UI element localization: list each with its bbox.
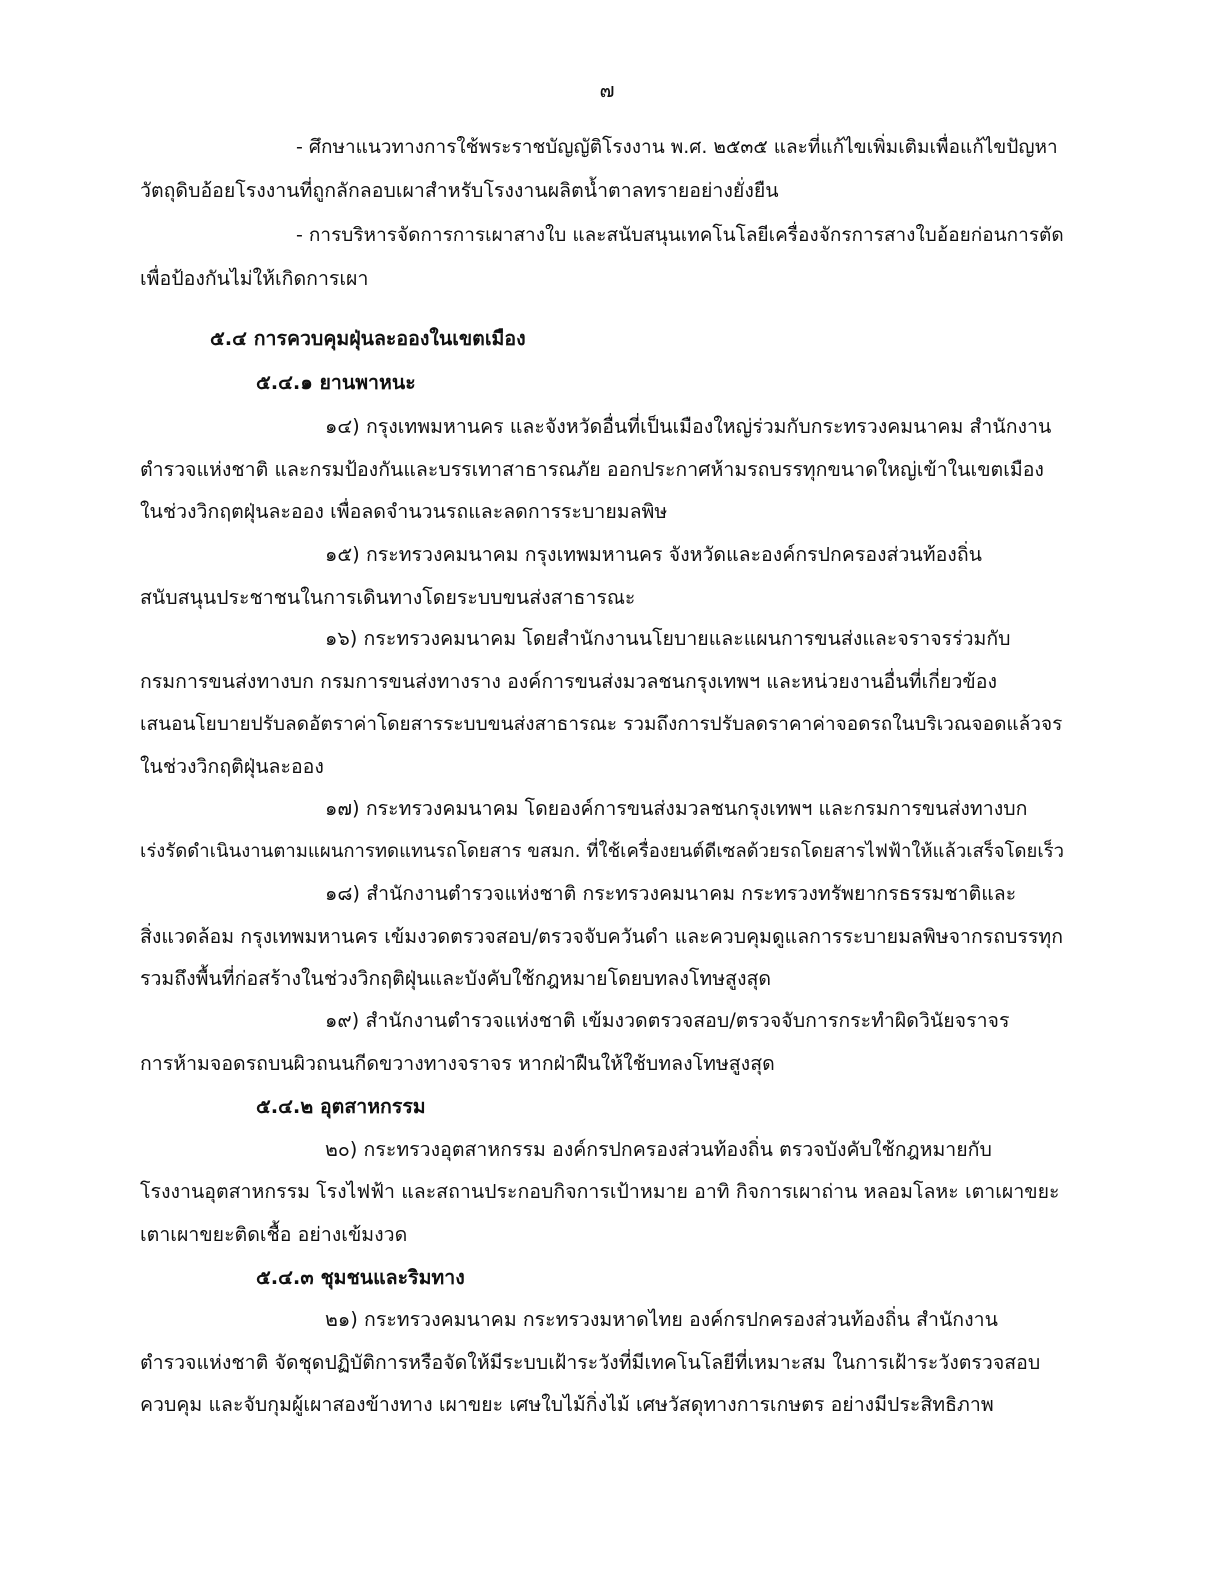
item-15-line-1: ๑๕) กระทรวงคมนาคม กรุงเทพมหานคร จังหวัดและองค์กรปกครองส่วนท้องถิ่น bbox=[325, 543, 982, 566]
page-number: ๗ bbox=[599, 78, 615, 102]
item-20-line-1: ๒๐) กระทรวงอุตสาหกรรม องค์กรปกครองส่วนท้องถิ่น ตรวจบังคับใช้กฎหมายกับ bbox=[325, 1138, 992, 1161]
item-21-line-2: ตำรวจแห่งชาติ จัดชุดปฏิบัติการหรือจัดให้มีระบบเฝ้าระวังที่มีเทคโนโลยีที่เหมาะสม ในการเฝ้าระวังตรวจสอบ bbox=[140, 1351, 1041, 1374]
subsection-heading-5-4-2: ๕.๔.๒ อุตสาหกรรม bbox=[256, 1095, 426, 1118]
item-18-line-2: สิ่งแวดล้อม กรุงเทพมหานคร เข้มงวดตรวจสอบ/ตรวจจับควันดำ และควบคุมดูแลการระบายมลพิษจากรถบรรทุก bbox=[140, 925, 1064, 948]
bullet-2-line-1: - การบริหารจัดการการเผาสางใบ และสนับสนุนเทคโนโลยีเครื่องจักรการสางใบอ้อยก่อนการตัด bbox=[296, 224, 1064, 246]
item-14-line-2: ตำรวจแห่งชาติ และกรมป้องกันและบรรเทาสาธารณภัย ออกประกาศห้ามรถบรรทุกขนาดใหญ่เข้าในเขตเมือง bbox=[140, 458, 1044, 481]
subsection-heading-5-4-1: ๕.๔.๑ ยานพาหนะ bbox=[256, 371, 416, 394]
item-19-line-2: การห้ามจอดรถบนผิวถนนกีดขวางทางจราจร หากฝ่าฝืนให้ใช้บทลงโทษสูงสุด bbox=[140, 1052, 775, 1075]
section-heading-5-4: ๕.๔ การควบคุมฝุ่นละอองในเขตเมือง bbox=[210, 327, 526, 350]
bullet-1-line-2: วัตถุดิบอ้อยโรงงานที่ถูกลักลอบเผาสำหรับโรงงานผลิตน้ำตาลทรายอย่างยั่งยืน bbox=[140, 179, 779, 202]
item-18-line-1: ๑๘) สำนักงานตำรวจแห่งชาติ กระทรวงคมนาคม กระทรวงทรัพยากรธรรมชาติและ bbox=[325, 882, 1017, 905]
bullet-1-line-1: - ศึกษาแนวทางการใช้พระราชบัญญัติโรงงาน พ.ศ. ๒๕๓๕ และที่แก้ไขเพิ่มเติมเพื่อแก้ไขปัญหา bbox=[296, 136, 1058, 158]
item-19-line-1: ๑๙) สำนักงานตำรวจแห่งชาติ เข้มงวดตรวจสอบ/ตรวจจับการกระทำผิดวินัยจราจร bbox=[325, 1009, 1010, 1032]
item-20-line-3: เตาเผาขยะติดเชื้อ อย่างเข้มงวด bbox=[140, 1223, 408, 1246]
item-17-line-1: ๑๗) กระทรวงคมนาคม โดยองค์การขนส่งมวลชนกรุงเทพฯ และกรมการขนส่งทางบก bbox=[325, 797, 1028, 820]
item-20-line-2: โรงงานอุตสาหกรรม โรงไฟฟ้า และสถานประกอบกิจการเป้าหมาย อาทิ กิจการเผาถ่าน หลอมโลหะ เตาเผาขยะ bbox=[140, 1180, 1060, 1203]
item-16-line-1: ๑๖) กระทรวงคมนาคม โดยสำนักงานนโยบายและแผนการขนส่งและจราจรร่วมกับ bbox=[325, 627, 1011, 650]
item-17-line-2: เร่งรัดดำเนินงานตามแผนการทดแทนรถโดยสาร ขสมก. ที่ใช้เครื่องยนต์ดีเซลด้วยรถโดยสารไฟฟ้าให้แล้วเสร็จโดยเร็ว bbox=[140, 841, 1065, 862]
item-16-line-2: กรมการขนส่งทางบก กรมการขนส่งทางราง องค์การขนส่งมวลชนกรุงเทพฯ และหน่วยงานอื่นที่เกี่ยวข้อง bbox=[140, 670, 997, 693]
item-14-line-3: ในช่วงวิกฤตฝุ่นละออง เพื่อลดจำนวนรถและลดการระบายมลพิษ bbox=[140, 500, 668, 523]
item-15-line-2: สนับสนุนประชาชนในการเดินทางโดยระบบขนส่งสาธารณะ bbox=[140, 586, 636, 609]
item-18-line-3: รวมถึงพื้นที่ก่อสร้างในช่วงวิกฤติฝุ่นและบังคับใช้กฎหมายโดยบทลงโทษสูงสุด bbox=[140, 967, 772, 990]
item-16-line-3: เสนอนโยบายปรับลดอัตราค่าโดยสารระบบขนส่งสาธารณะ รวมถึงการปรับลดราคาค่าจอดรถในบริเวณจอดแล้วจร bbox=[140, 713, 1063, 735]
item-14-line-1: ๑๔) กรุงเทพมหานคร และจังหวัดอื่นที่เป็นเมืองใหญ่ร่วมกับกระทรวงคมนาคม สำนักงาน bbox=[325, 415, 1052, 438]
item-21-line-3: ควบคุม และจับกุมผู้เผาสองข้างทาง เผาขยะ เศษใบไม้กิ่งไม้ เศษวัสดุทางการเกษตร อย่างมีประสิทธิภาพ bbox=[140, 1393, 994, 1416]
subsection-heading-5-4-3: ๕.๔.๓ ชุมชนและริมทาง bbox=[256, 1266, 465, 1289]
item-16-line-4: ในช่วงวิกฤติฝุ่นละออง bbox=[140, 755, 324, 778]
bullet-2-line-2: เพื่อป้องกันไม่ให้เกิดการเผา bbox=[140, 267, 369, 290]
item-21-line-1: ๒๑) กระทรวงคมนาคม กระทรวงมหาดไทย องค์กรปกครองส่วนท้องถิ่น สำนักงาน bbox=[325, 1308, 998, 1331]
